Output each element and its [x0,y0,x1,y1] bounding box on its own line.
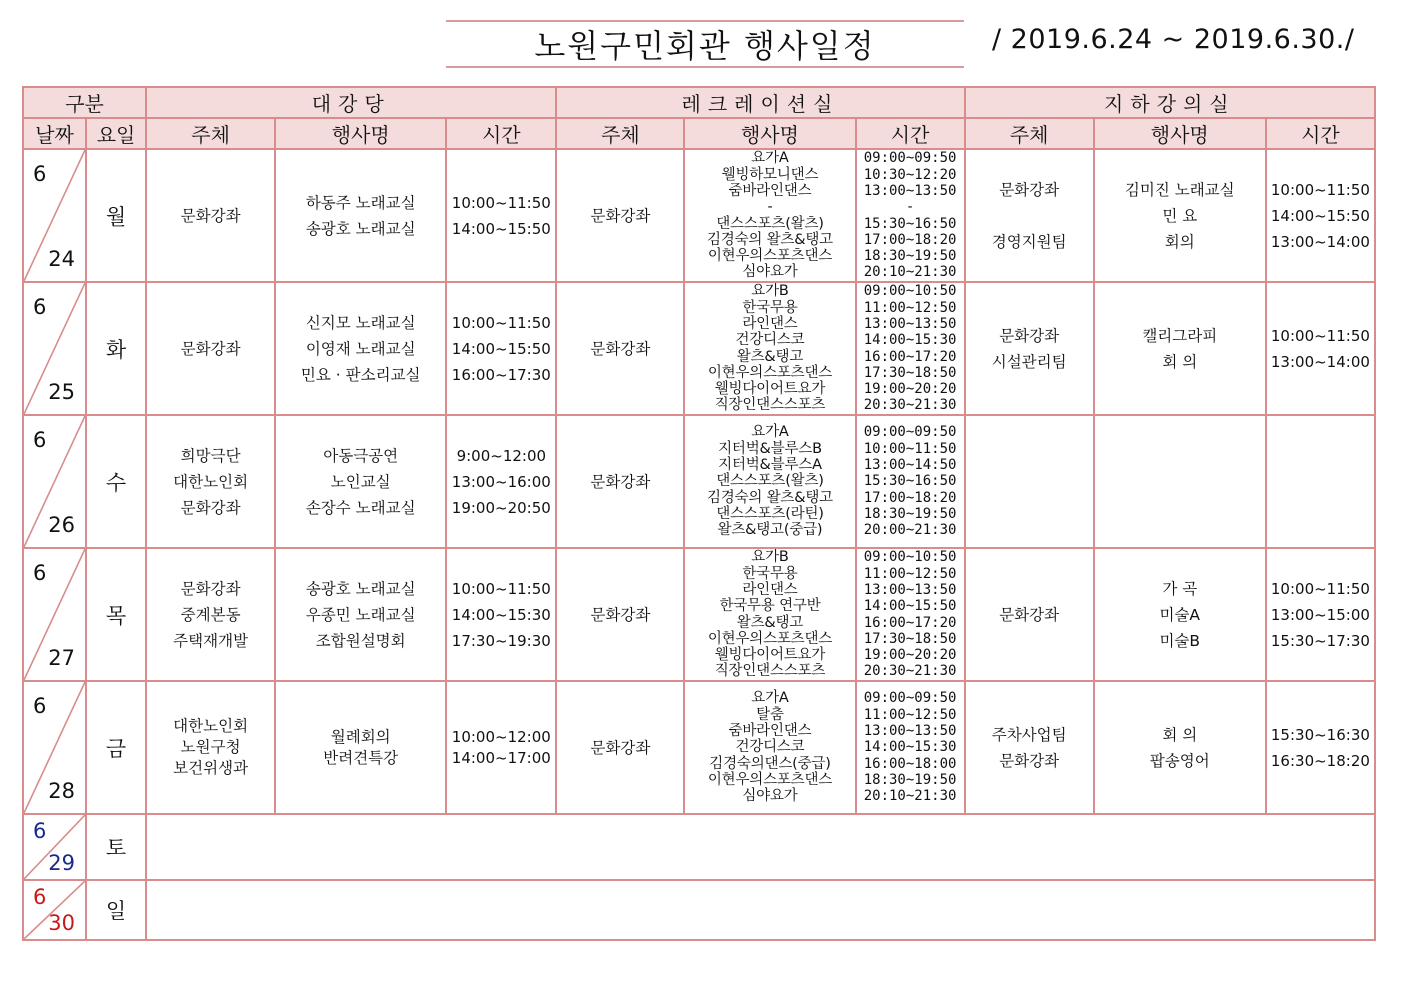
date-cell [23,814,86,880]
date-cell [23,415,86,548]
event-line: 회의 [1164,232,1195,251]
event-line: 조합원설명회 [315,631,406,650]
header-rec-host: 주체 [556,118,684,149]
schedule-body [23,149,1375,940]
time-line: 14:00~15:30 [863,739,957,756]
time-line: 10:00~12:00 [451,727,551,746]
base-event-cell [1094,149,1266,282]
base-time-cell [1266,282,1375,415]
date-month: 6 [33,162,47,186]
host-line: 문화강좌 [590,605,651,624]
weekday-cell: 월 [86,149,146,282]
time-line: 18:30~19:50 [863,505,957,522]
base-event-cell [1094,681,1266,814]
event-line: 팝송영어 [1149,751,1210,770]
weekend-row [23,880,1375,940]
event-line: 하동주 노래교실 [305,193,416,212]
time-line: 17:30~18:50 [863,630,957,647]
time-line: 20:10~21:30 [863,788,957,805]
header-gubun: 구분 [23,87,146,118]
host-line: 문화강좌 [590,206,651,225]
weekday-cell: 금 [86,681,146,814]
event-line: 캘리그라피 [1142,326,1218,345]
event-line: 노인교실 [330,472,391,491]
date-cell [23,681,86,814]
schedule-table [22,86,1376,941]
hall-event-cell [275,282,446,415]
rec-host-cell [556,681,684,814]
host-line: 대한노인회 [173,472,249,491]
event-line: 줌바라인댄스 [728,182,812,199]
event-line: 이영재 노래교실 [305,339,416,358]
time-line: 20:00~21:30 [863,522,957,539]
header-hall-time: 시간 [446,118,556,149]
event-line: 이현우의스포츠댄스 [707,771,833,788]
time-line: 13:00~13:50 [863,581,957,598]
event-line: 미술A [1159,605,1201,624]
time-line: 13:00~14:50 [863,457,957,474]
time-line: 13:00~13:50 [863,315,957,332]
header-hall-host: 주체 [146,118,275,149]
host-line: 대한노인회 [173,717,249,735]
time-line: 9:00~12:00 [456,446,547,465]
time-line: 16:00~18:00 [863,755,957,772]
event-line: 월례회의 [330,727,391,746]
rec-time-cell [856,282,965,415]
header-rec-time: 시간 [856,118,965,149]
host-line: 희망극단 [180,446,241,465]
event-line: 민요 · 판소리교실 [300,365,421,384]
event-line: 한국무용 [742,565,798,582]
time-line: 10:00~11:50 [863,440,957,457]
hall-host-cell [146,149,275,282]
base-event-cell [1094,415,1266,548]
event-line: 김미진 노래교실 [1124,180,1235,199]
event-line: 왈츠&탱고 [736,614,804,631]
time-line: 13:00~13:50 [863,182,957,199]
base-host-cell [965,282,1094,415]
date-day: 27 [48,646,76,670]
rec-host-cell [556,548,684,681]
date-day: 25 [48,380,76,404]
header-rec-event: 행사명 [684,118,855,149]
day-row [23,681,1375,814]
date-month: 6 [33,428,47,452]
hall-host-cell [146,548,275,681]
host-line: 중계본동 [180,605,241,624]
time-line: 19:00~20:50 [451,498,551,517]
event-line: 회 의 [1162,352,1198,371]
rec-time-cell [856,149,965,282]
time-line: 09:00~09:50 [863,150,957,167]
event-line: 댄스스포츠(왈츠) [716,215,824,232]
time-line: 13:00~14:00 [1270,232,1370,251]
host-line: 주차사업팀 [991,725,1067,744]
time-line: - [905,199,915,216]
schedule-period: / 2019.6.24 ~ 2019.6.30./ [992,24,1355,55]
hall-event-cell [275,548,446,681]
event-line: 웰빙다이어트요가 [714,381,826,398]
rec-time-cell [856,415,965,548]
event-line: 웰빙다이어트요가 [714,647,826,664]
base-host-cell [965,681,1094,814]
base-event-cell [1094,548,1266,681]
event-line: 신지모 노래교실 [305,313,416,332]
time-line: 11:00~12:50 [863,706,957,723]
time-line: 10:00~11:50 [1270,326,1370,345]
host-line: 보건위생과 [173,759,249,777]
host-line: 문화강좌 [999,180,1060,199]
host-line: 문화강좌 [590,472,651,491]
event-line: 탈춤 [756,706,784,723]
hall-time-cell [446,282,556,415]
event-line: 송광호 노래교실 [305,579,416,598]
hall-time-cell [446,415,556,548]
event-line: 웰빙하모니댄스 [721,166,819,183]
event-line: 회 의 [1162,725,1198,744]
host-line: 문화강좌 [999,326,1060,345]
date-day: 30 [48,911,76,935]
date-month: 6 [33,561,47,585]
hall-host-cell [146,282,275,415]
header-weekday: 요일 [86,118,146,149]
event-line: 반려견특강 [323,748,399,767]
header-row-columns [23,118,1375,149]
date-cell [23,149,86,282]
event-line: 직장인댄스스포츠 [714,397,826,414]
event-line: 댄스스포츠(라틴) [716,505,824,522]
date-month: 6 [33,885,47,909]
time-line: 17:00~18:20 [863,231,957,248]
host-line: 문화강좌 [180,339,241,358]
time-line: 16:30~18:20 [1270,751,1370,770]
time-line: 14:00~15:50 [451,219,551,238]
time-line: 15:30~16:50 [863,215,957,232]
time-line: 10:30~12:20 [863,166,957,183]
hall-event-cell [275,149,446,282]
header-hall-event: 행사명 [275,118,446,149]
time-line: 14:00~15:30 [863,332,957,349]
time-line: 19:00~20:20 [863,647,957,664]
date-month: 6 [33,295,47,319]
page-title: 노원구민회관 행사일정 [534,27,876,65]
weekday-cell: 토 [86,814,146,880]
time-line: 14:00~17:00 [451,748,551,767]
header-rec: 레크레이션실 [556,87,964,118]
event-line: 요가A [751,424,789,441]
event-line: 송광호 노래교실 [305,219,416,238]
time-line: 16:00~17:30 [451,365,551,384]
event-line: 댄스스포츠(왈츠) [716,473,824,490]
event-line: 심야요가 [742,264,798,281]
hall-event-cell [275,681,446,814]
base-host-cell [965,149,1094,282]
event-line: 김경숙의댄스(중급) [709,755,831,772]
hall-host-cell [146,681,275,814]
time-line: 14:00~15:30 [451,605,551,624]
time-line: 14:00~15:50 [863,598,957,615]
time-line: 09:00~10:50 [863,549,957,566]
weekday-cell: 화 [86,282,146,415]
time-line: 15:30~16:50 [863,473,957,490]
header-hall: 대강당 [146,87,556,118]
time-line: 10:00~11:50 [1270,579,1370,598]
time-line: 10:00~11:50 [451,579,551,598]
hall-time-cell [446,149,556,282]
time-line: 13:00~13:50 [863,723,957,740]
event-line: 한국무용 연구반 [719,598,821,615]
time-line: 14:00~15:50 [451,339,551,358]
empty-schedule-cell [146,880,1375,940]
event-line: 우종민 노래교실 [305,605,416,624]
host-line: 문화강좌 [180,498,241,517]
event-line: 건강디스코 [735,332,805,349]
date-cell [23,548,86,681]
weekend-row [23,814,1375,880]
time-line: 19:00~20:20 [863,381,957,398]
time-line: 18:30~19:50 [863,771,957,788]
date-cell [23,282,86,415]
time-line: 13:00~14:00 [1270,352,1370,371]
host-line: 시설관리팀 [991,352,1067,371]
event-line: 요가A [751,690,789,707]
event-line: 한국무용 [742,299,798,316]
rec-event-cell [684,681,855,814]
base-time-cell [1266,548,1375,681]
base-host-cell [965,548,1094,681]
host-line: 문화강좌 [999,751,1060,770]
event-line: 왈츠&탱고 [736,348,804,365]
rec-event-cell [684,282,855,415]
base-time-cell [1266,415,1375,548]
hall-event-cell [275,415,446,548]
host-line [966,203,1093,229]
date-month: 6 [33,694,47,718]
day-row [23,149,1375,282]
event-line: 심야요가 [742,788,798,805]
event-line: 아동극공연 [323,446,399,465]
time-line: 11:00~12:50 [863,299,957,316]
base-time-cell [1266,149,1375,282]
host-line: 경영지원팀 [991,232,1067,251]
event-line: 미술B [1159,631,1201,650]
time-line: 09:00~09:50 [863,690,957,707]
host-line: 문화강좌 [590,738,651,757]
time-line: 10:00~11:50 [1270,180,1370,199]
event-line: 손장수 노래교실 [305,498,416,517]
host-line: 노원구청 [180,738,241,756]
event-line: 라인댄스 [742,315,798,332]
base-time-cell [1266,681,1375,814]
rec-host-cell [556,415,684,548]
event-line: 건강디스코 [735,739,805,756]
time-line: 09:00~09:50 [863,424,957,441]
time-line: 16:00~17:20 [863,348,957,365]
event-line: 이현우의스포츠댄스 [707,248,833,265]
base-host-cell [965,415,1094,548]
empty-schedule-cell [146,814,1375,880]
weekday-cell: 목 [86,548,146,681]
event-line: 지터벅&블루스B [718,440,822,457]
day-row [23,415,1375,548]
time-line: 17:00~18:20 [863,489,957,506]
date-day: 28 [48,779,76,803]
time-line: 17:30~19:30 [451,631,551,650]
hall-time-cell [446,548,556,681]
rec-event-cell [684,415,855,548]
rec-host-cell [556,149,684,282]
event-line: 이현우의스포츠댄스 [707,630,833,647]
time-line: 09:00~10:50 [863,283,957,300]
header-base: 지하강의실 [965,87,1375,118]
event-line: 김경숙의 왈츠&탱고 [706,489,833,506]
event-line: - [767,199,773,216]
header-row-sections [23,87,1375,118]
weekday-cell: 일 [86,880,146,940]
host-line: 문화강좌 [180,206,241,225]
event-line: 요가A [751,150,789,167]
time-line: 15:30~16:30 [1270,725,1370,744]
hall-time-cell [446,681,556,814]
time-line: 14:00~15:50 [1270,206,1370,225]
day-row [23,282,1375,415]
title-box [446,20,964,68]
time-line: 20:30~21:30 [863,663,957,680]
time-line: 18:30~19:50 [863,248,957,265]
host-line: 문화강좌 [590,339,651,358]
header-base-time: 시간 [1266,118,1375,149]
time-line: 10:00~11:50 [451,193,551,212]
time-line: 15:30~17:30 [1270,631,1370,650]
event-line: 요가B [751,283,789,300]
date-cell [23,880,86,940]
time-line: 20:30~21:30 [863,397,957,414]
weekday-cell: 수 [86,415,146,548]
event-line: 직장인댄스스포츠 [714,663,826,680]
host-line: 문화강좌 [999,605,1060,624]
rec-event-cell [684,149,855,282]
date-month: 6 [33,819,47,843]
event-line: 라인댄스 [742,581,798,598]
time-line: 20:10~21:30 [863,264,957,281]
hall-host-cell [146,415,275,548]
time-line: 13:00~15:00 [1270,605,1370,624]
header-base-event: 행사명 [1094,118,1266,149]
event-line: 민 요 [1162,206,1198,225]
header-date: 날짜 [23,118,86,149]
date-day: 29 [48,851,76,875]
rec-time-cell [856,681,965,814]
time-line: 11:00~12:50 [863,565,957,582]
event-line: 김경숙의 왈츠&탱고 [706,231,833,248]
day-row [23,548,1375,681]
event-line: 지터벅&블루스A [718,457,822,474]
rec-event-cell [684,548,855,681]
header-base-host: 주체 [965,118,1094,149]
event-line: 요가B [751,549,789,566]
date-day: 26 [48,513,76,537]
host-line: 문화강좌 [180,579,241,598]
event-line: 이현우의스포츠댄스 [707,364,833,381]
event-line: 가 곡 [1162,579,1198,598]
time-line: 13:00~16:00 [451,472,551,491]
rec-time-cell [856,548,965,681]
base-event-cell [1094,282,1266,415]
host-line: 주택재개발 [173,631,249,650]
time-line: 16:00~17:20 [863,614,957,631]
event-line: 줌바라인댄스 [728,723,812,740]
time-line: 10:00~11:50 [451,313,551,332]
time-line: 17:30~18:50 [863,364,957,381]
event-line: 왈츠&탱고(중급) [717,522,823,539]
rec-host-cell [556,282,684,415]
date-day: 24 [48,247,76,271]
